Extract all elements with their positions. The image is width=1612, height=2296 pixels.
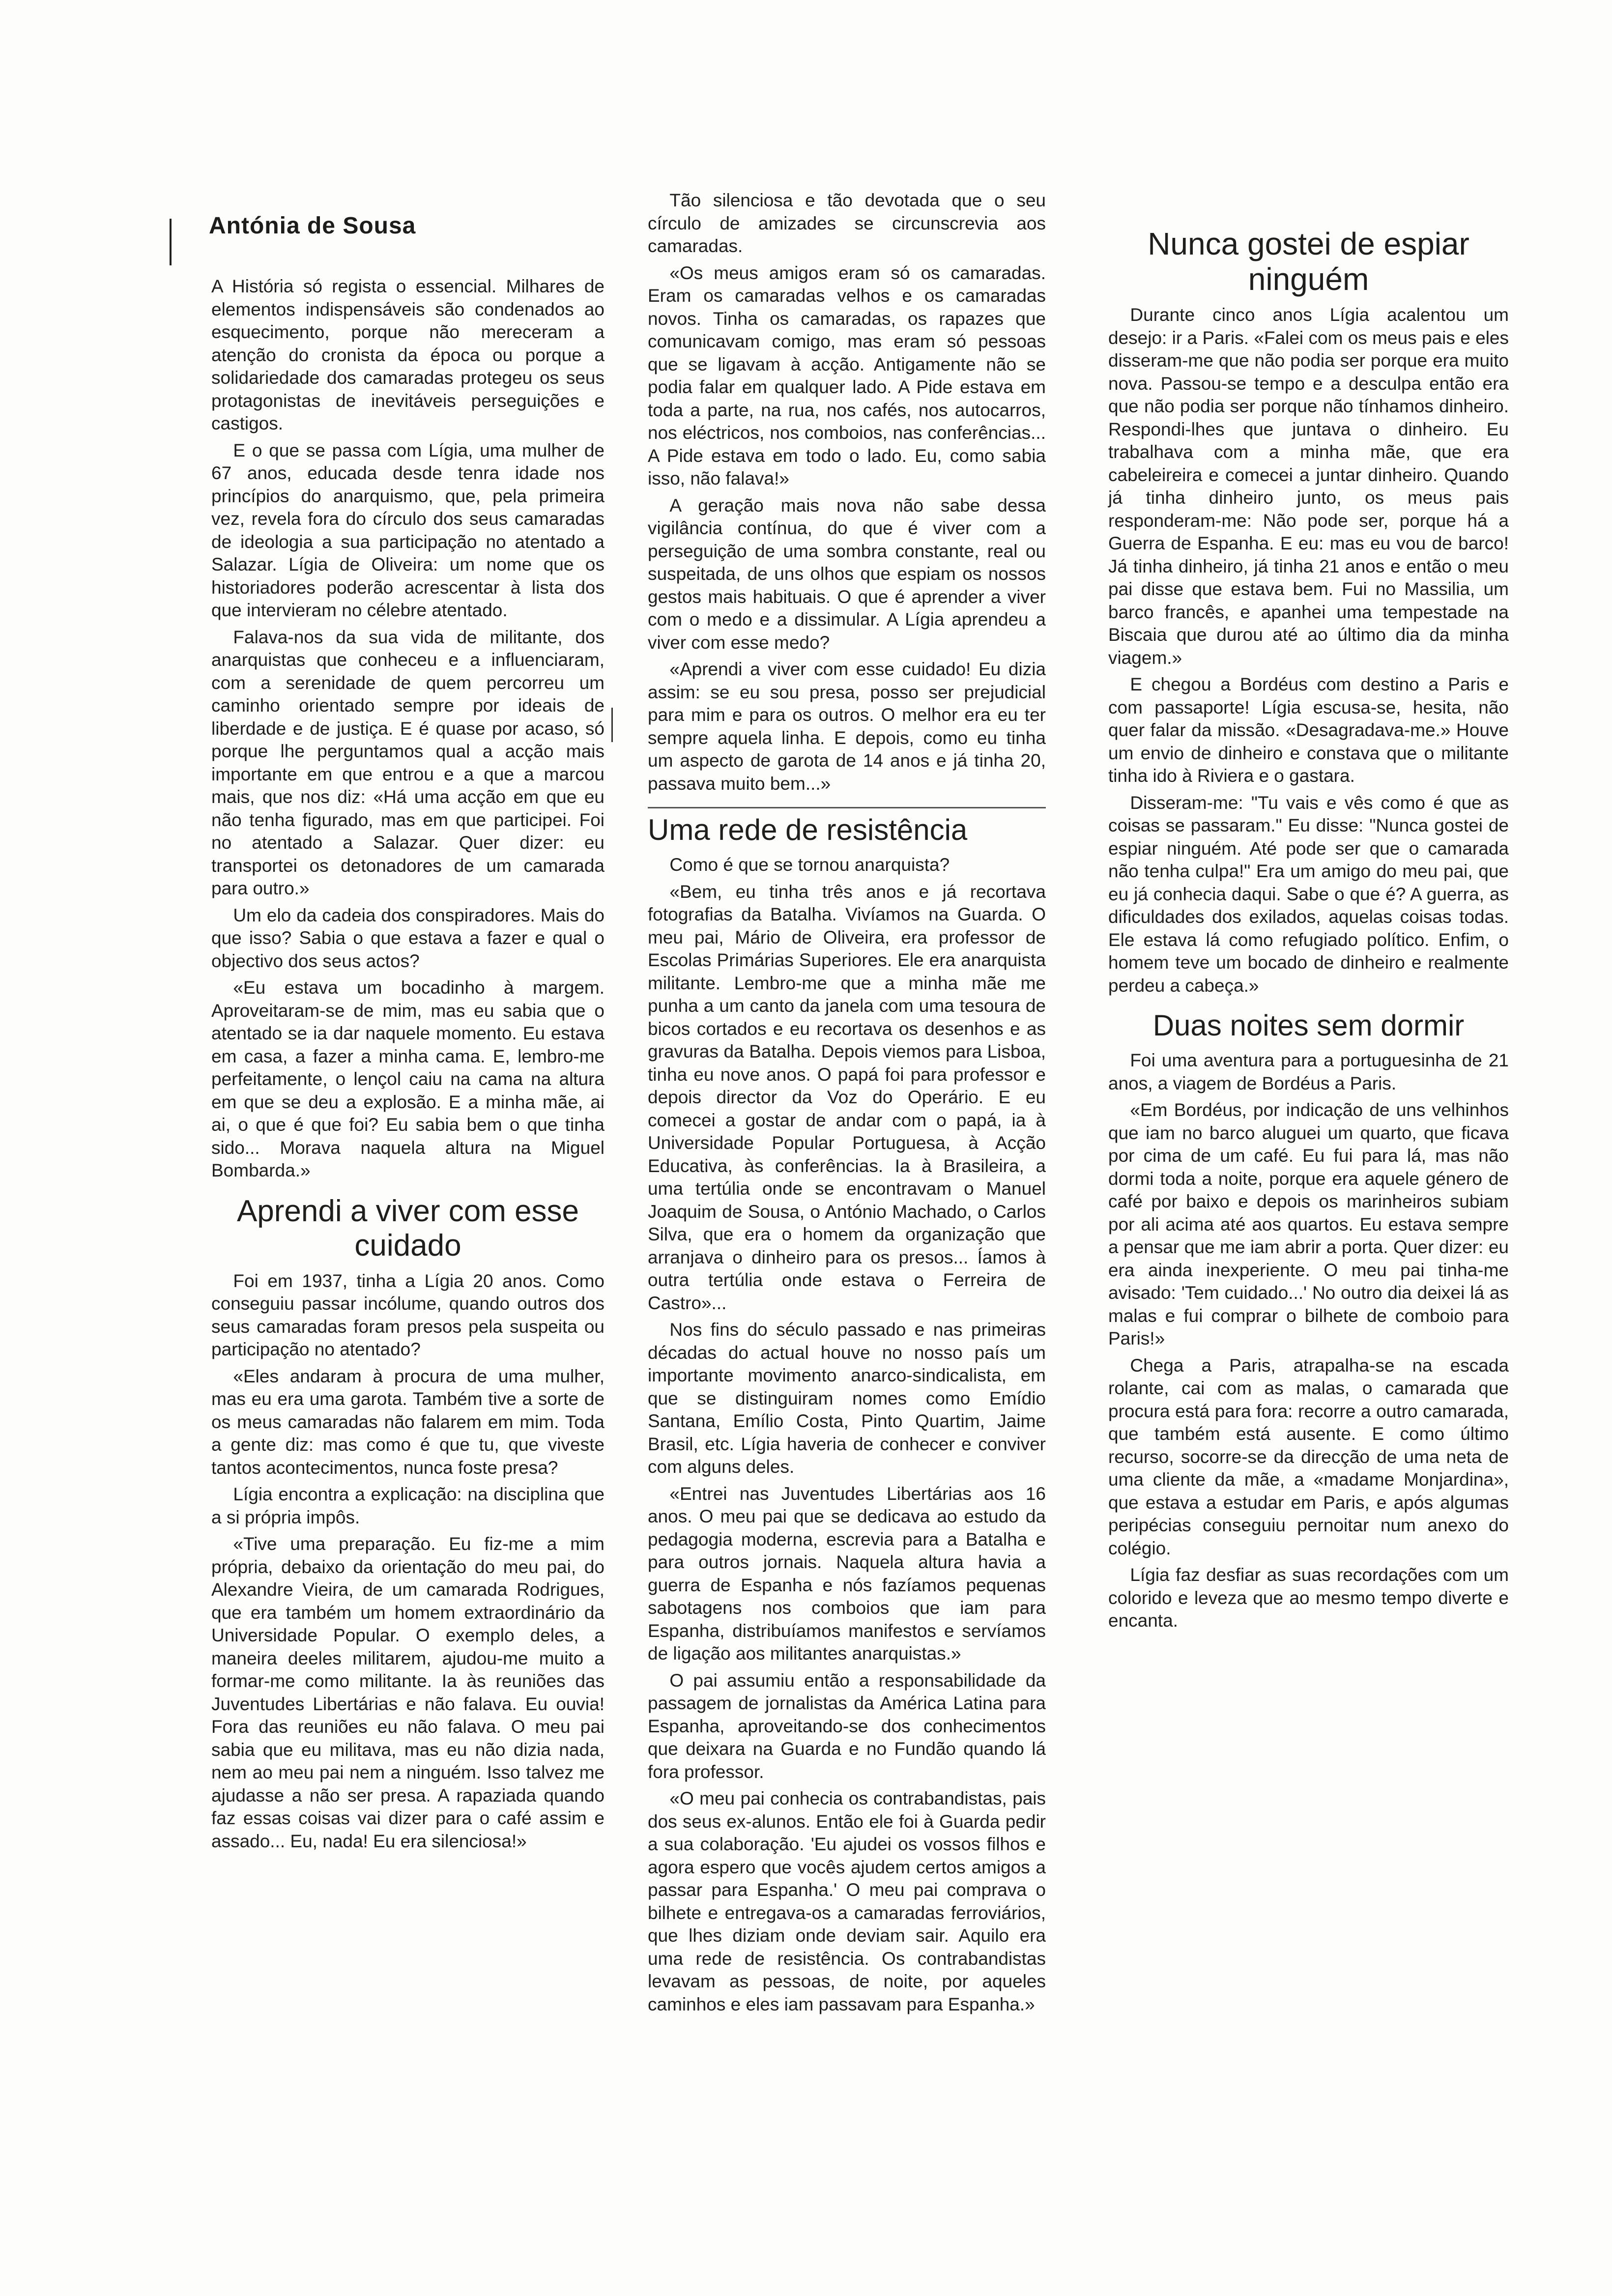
column-3: [1108, 226, 1509, 1636]
paragraph: Um elo da cadeia dos conspiradores. Mais do que isso? Sabia o que estava a fazer e qual o objectivo dos seus actos?: [211, 905, 604, 971]
paragraph: «Bem, eu tinha três anos e já recortava fotografias da Batalha. Vivíamos na Guarda. O meu pai, Mário de Oliveira, era professor de Escolas Primárias Superiores. Ele era anarquista militante. Lembro-me que a minha mãe me punha a um canto da janela com uma tesoura de bicos cortados e eu recortava os desenhos e as gravuras da Batalha. Depois viemos para Lisboa, tinha eu nove anos. O papá foi para professor e depois director da Voz do Operário. E eu comecei a gostar de andar com o papá, ia à Universidade Popular Portuguesa, à Acção Educativa, às conferências. Ia à Brasileira, a uma tertúlia onde se encontravam o Manuel Joaquim de Sousa, o António Machado, o Carlos Silva, que era o homem da organização que arranjava o dinheiro para os presos... Íamos à outra tertúlia onde estava o Ferreira de Castro»...: [648, 881, 1046, 1313]
paragraph: Nos fins do século passado e nas primeiras décadas do actual houve no nosso país um importante movimento anarco-sindicalista, em que se distinguiram nomes como Emídio Santana, Emílio Costa, Pinto Quartim, Jaime Brasil, etc. Lígia haveria de conhecer e conviver com alguns deles.: [648, 1320, 1046, 1477]
paragraph: Falava-nos da sua vida de militante, dos anarquistas que conheceu e a influenciaram, com a serenidade de quem percorreu um caminho orientado sempre por ideais de liberdade e de justiça. E é quase por acaso, só porque lhe perguntamos qual a acção mais importante em que entrou e a que a marcou mais, que nos diz: «Há uma acção em que eu não tenha figurado, mas em que participei. Foi no atentado a Salazar. Quer dizer: eu transportei os detonadores de um camarada para outro.»: [211, 627, 604, 898]
paragraph: Lígia encontra a explicação: na disciplina que a si própria impôs.: [211, 1484, 604, 1527]
paragraph: A História só regista o essencial. Milhares de elementos indispensáveis são condenados ao esquecimento, porque não mereceram a atenção do cronista da época ou porque a solidariedade dos camaradas protegeu os seus protagonistas de inevitáveis perseguições e castigos.: [211, 276, 604, 433]
section-heading: Uma rede de resistência: [648, 807, 1046, 847]
paragraph: «Entrei nas Juventudes Libertárias aos 16 anos. O meu pai que se dedicava ao estudo da pedagogia moderna, escrevia para a Batalha e para outros jornais. Naquela altura havia a guerra de Espanha e nós fazíamos pequenas sabotagens nos comboios que iam para Espanha, distribuíamos manifestos e servíamos de ligação aos militantes anarquistas.»: [648, 1483, 1046, 1664]
byline-block: [170, 211, 602, 241]
paragraph: «Em Bordéus, por indicação de uns velhinhos que iam no barco aluguei um quarto, que ficava por cima de um café. Eu fui para lá, mas não dormi toda a noite, porque era aquele género de café por baixo e depois os marinheiros subiam por ali acima até aos quartos. Eu estava sempre a pensar que me iam abrir a porta. Quer dizer: eu era ainda inexperiente. O meu pai tinha-me avisado: 'Tem cuidado...' No outro dia deixei lá as malas e fui comprar o bilhete de comboio para Paris!»: [1108, 1100, 1509, 1349]
paragraph: «Tive uma preparação. Eu fiz-me a mim própria, debaixo da orientação do meu pai, do Alexandre Vieira, de um camarada Rodrigues, que era também um homem extraordinário da Universidade Popular. O exemplo deles, a maneira deeles militarem, ajudou-me muito a formar-me como militante. Ia às reuniões das Juventudes Libertárias e não falava. Eu ouvia! Fora das reuniões eu não falava. O meu pai sabia que eu militava, mas eu não dizia nada, nem ao meu pai nem a ninguém. Isso talvez me ajudasse a não ser presa. A rapaziada quando faz essas coisas vai dizer para o café assim e assado... Eu, nada! Eu era silenciosa!»: [211, 1534, 604, 1851]
paragraph: Tão silenciosa e tão devotada que o seu círculo de amizades se circunscrevia aos camaradas.: [648, 190, 1046, 256]
paragraph: Durante cinco anos Lígia acalentou um desejo: ir a Paris. «Falei com os meus pais e eles disseram-me que não podia ser porque era muito nova. Passou-se tempo e a desculpa então era que não podia ser porque não tínhamos dinheiro. Respondi-lhes que juntava o dinheiro. Eu trabalhava com a minha mãe, que era cabeleireira e comecei a juntar dinheiro. Quando já tinha dinheiro junto, os meus pais responderam-me: Não pode ser, porque há a Guerra de Espanha. E eu: mas eu vou de barco! Já tinha dinheiro, já tinha 21 anos e então o meu pai disse que estava bem. Fui no Massilia, um barco francês, e apanhei uma tempestade na Biscaia que durou até ao último dia da minha viagem.»: [1108, 305, 1509, 668]
paragraph: «Eu estava um bocadinho à margem. Aproveitaram-se de mim, mas eu sabia que o atentado se ia dar naquele momento. Eu estava em casa, a fazer a minha cama. E, lembro-me perfeitamente, o lençol caiu na cama na altura em que se deu a explosão. E a minha mãe, ai ai, o que é que foi? Eu sabia bem o que tinha sido... Morava naquela altura na Miguel Bombarda.»: [211, 977, 604, 1180]
paragraph: «Os meus amigos eram só os camaradas. Eram os camaradas velhos e os camaradas novos. Tinha os camaradas, os rapazes que comunicavam comigo, mas eram só pessoas que se ligavam à acção. Antigamente não se podia falar em qualquer lado. A Pide estava em toda a parte, na rua, nos cafés, nos autocarros, nos eléctricos, nos comboios, nas conferências... A Pide estava em todo o lado. Eu, como sabia isso, não falava!»: [648, 262, 1046, 488]
paragraph: Como é que se tornou anarquista?: [669, 855, 950, 875]
paragraph: «Eles andaram à procura de uma mulher, mas eu era uma garota. Também tive a sorte de os meus camaradas não falarem em mim. Toda a gente diz: mas como é que tu, que viveste tantos acontecimentos, nunca foste presa?: [211, 1366, 604, 1478]
paragraph: Disseram-me: "Tu vais e vês como é que as coisas se passaram." Eu disse: "Nunca gostei de espiar ninguém. Até pode ser que o camarada não tenha culpa!" Era um amigo do meu pai, que eu já conhecia daqui. Sabe o que é? A guerra, as dificuldades dos exilados, aquelas coisas todas. Ele estava lá como refugiado político. Enfim, o homem teve um bocado de dinheiro e realmente perdeu a cabeça.»: [1108, 792, 1509, 996]
column-1: [211, 275, 604, 1857]
section-heading: Nunca gostei de espiar ninguém: [1148, 226, 1469, 297]
paragraph: «Aprendi a viver com esse cuidado! Eu dizia assim: se eu sou presa, posso ser prejudicial para mim e para os outros. O melhor era eu ter sempre aquela linha. E depois, como eu tinha um aspecto de garota de 14 anos e já tinha 20, passava muito bem...»: [648, 659, 1046, 794]
paragraph: Lígia faz desfiar as suas recordações com um colorido e leveza que ao mesmo tempo diverte e encanta.: [1108, 1565, 1509, 1631]
column-rule-mid: [611, 708, 613, 742]
paragraph: «O meu pai conhecia os contrabandistas, pais dos seus ex-alunos. Então ele foi à Guarda pedir a sua colaboração. 'Eu ajudei os vossos filhos e agora espero que vocês ajudem certos amigos a passar para Espanha.' O meu pai comprava o bilhete e entregava-os a camaradas ferroviários, que lhes diziam onde deviam sair. Aquilo era uma rede de resistência. Os contrabandistas levavam as pessoas, de noite, por aqueles caminhos e eles iam passavam para Espanha.»: [648, 1788, 1046, 2014]
paragraph: O pai assumiu então a responsabilidade da passagem de jornalistas da América Latina para Espanha, aproveitando-se dos conhecimentos que deixara na Guarda e no Fundão quando lá fora professor.: [648, 1670, 1046, 1782]
section-heading: Aprendi a viver com esse cuidado: [236, 1194, 579, 1263]
paragraph: E chegou a Bordéus com destino a Paris e com passaporte! Lígia escusa-se, hesita, não quer falar da missão. «Desagradava-me.» Houve um envio de dinheiro e constava que o militante tinha ido à Riviera e o gastara.: [1108, 674, 1509, 786]
paragraph: Chega a Paris, atrapalha-se na escada rolante, cai com as malas, o camarada que procura está para fora: recorre a outro camarada, que também está ausente. E como último recurso, socorre-se da direcção de uma neta de uma cliente da mãe, a «madame Monjardina», que estava a estudar em Paris, e após algumas peripécias conseguiu pernoitar num anexo do colégio.: [1108, 1355, 1509, 1558]
paragraph: A geração mais nova não sabe dessa vigilância contínua, do que é viver com a perseguição de uma sombra constante, real ou suspeitada, de uns olhos que espiam os nossos gestos mais habituais. O que é aprender a viver com o medo e a dissimular. A Lígia aprendeu a viver com esse medo?: [648, 495, 1046, 653]
paragraph: Foi em 1937, tinha a Lígia 20 anos. Como conseguiu passar incólume, quando outros dos seus camaradas foram presos pela suspeita ou participação no atentado?: [211, 1270, 604, 1359]
column-2: [648, 189, 1046, 2020]
section-heading: Duas noites sem dormir: [1152, 1009, 1465, 1042]
paragraph: Foi uma aventura para a portuguesinha de 21 anos, a viagem de Bordéus a Paris.: [1108, 1050, 1509, 1093]
byline: Antónia de Sousa: [209, 213, 416, 239]
paragraph: E o que se passa com Lígia, uma mulher de 67 anos, educada desde tenra idade nos princípios do anarquismo, que, pela primeira vez, revela fora do círculo dos seus camaradas de ideologia a sua participação no atentado a Salazar. Lígia de Oliveira: um nome que os historiadores poderão acrescentar à lista dos que intervieram no célebre atentado.: [211, 440, 604, 620]
